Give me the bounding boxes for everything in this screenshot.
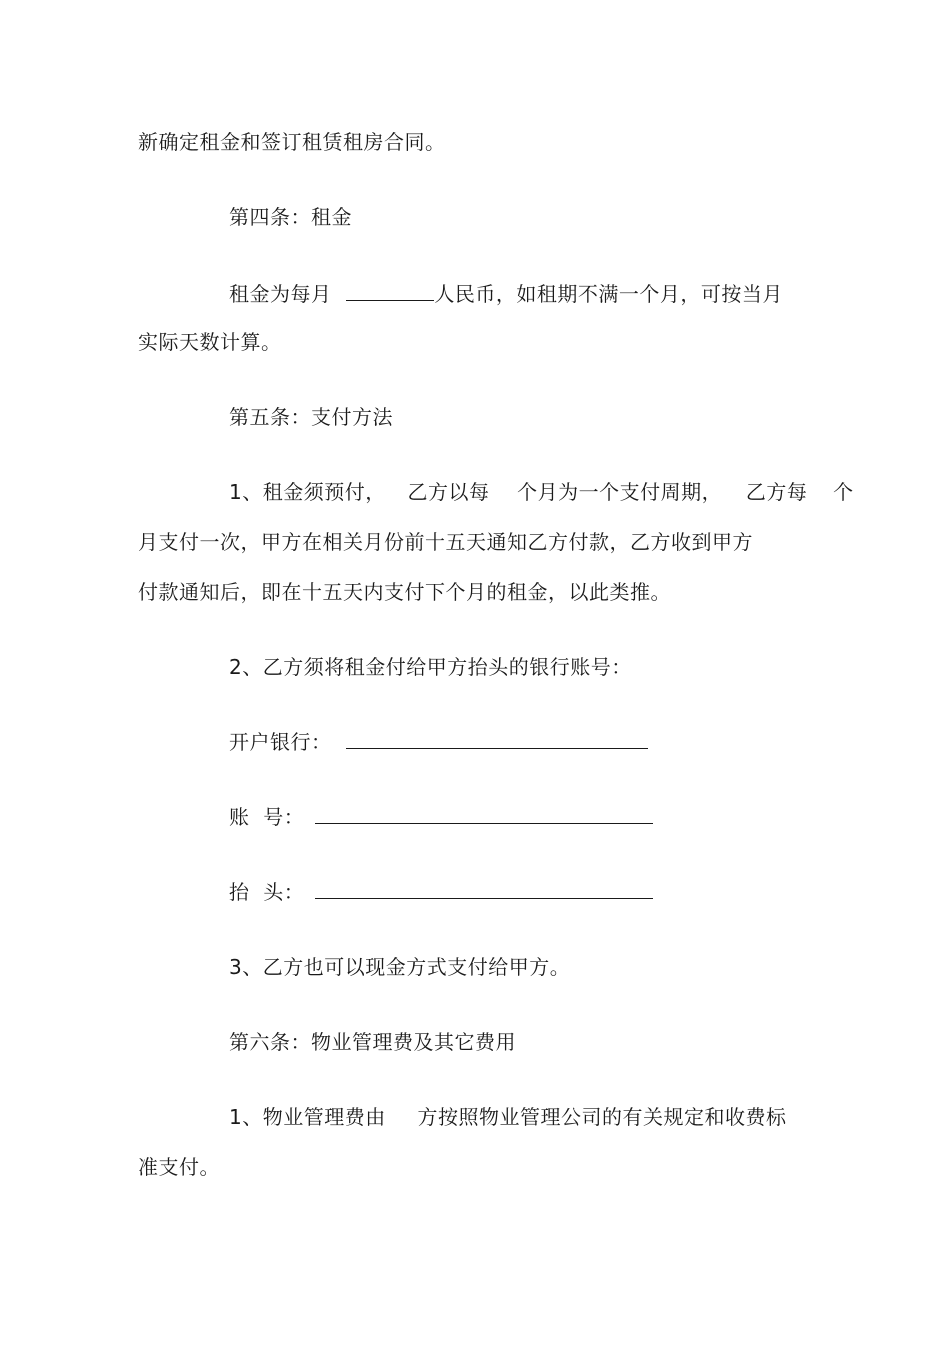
pay1-text-c: 个月为一个支付周期，	[517, 480, 723, 504]
payment-clause-1-line-1	[229, 480, 854, 504]
account-number-label: 账 号：	[229, 805, 305, 829]
fee1-text-a: 1、物业管理费由	[229, 1105, 386, 1129]
rent-clause-line-2: 实际天数计算。	[138, 330, 282, 354]
payee-row	[229, 880, 653, 904]
fee1-text-b: 方按照物业管理公司的有关规定和收费标	[417, 1105, 787, 1129]
payee-blank	[315, 880, 653, 899]
bank-name-label: 开户银行：	[229, 730, 332, 754]
pay1-text-b: 乙方以每	[407, 480, 490, 504]
bank-name-blank	[346, 730, 648, 749]
pay1-text-a: 1、租金须预付，	[229, 480, 386, 504]
article-5-title: 第五条：支付方法	[229, 405, 393, 429]
account-number-blank	[315, 805, 653, 824]
payment-clause-1-line-3: 付款通知后，即在十五天内支付下个月的租金，以此类推。	[138, 580, 671, 604]
rent-text-b: 人民币，如租期不满一个月，可按当月	[434, 282, 783, 306]
pay1-text-e: 个	[833, 480, 854, 504]
account-number-row	[229, 805, 653, 829]
article-6-title: 第六条：物业管理费及其它费用	[229, 1030, 516, 1054]
rent-text-a: 租金为每月	[229, 282, 332, 306]
payment-clause-2: 2、乙方须将租金付给甲方抬头的银行账号：	[229, 655, 632, 679]
rent-clause-line-1	[229, 282, 783, 306]
bank-name-row	[229, 730, 648, 754]
article-4-title: 第四条：租金	[229, 205, 352, 229]
paragraph-line: 新确定租金和签订租赁租房合同。	[138, 130, 446, 154]
pay1-text-d: 乙方每	[745, 480, 808, 504]
fee-clause-1-line-1	[229, 1105, 786, 1129]
rent-amount-blank	[346, 282, 434, 301]
payee-label: 抬 头：	[229, 880, 305, 904]
fee-clause-1-line-2: 准支付。	[138, 1155, 220, 1179]
payment-clause-1-line-2: 月支付一次，甲方在相关月份前十五天通知乙方付款，乙方收到甲方	[138, 530, 753, 554]
payment-clause-3: 3、乙方也可以现金方式支付给甲方。	[229, 955, 571, 979]
